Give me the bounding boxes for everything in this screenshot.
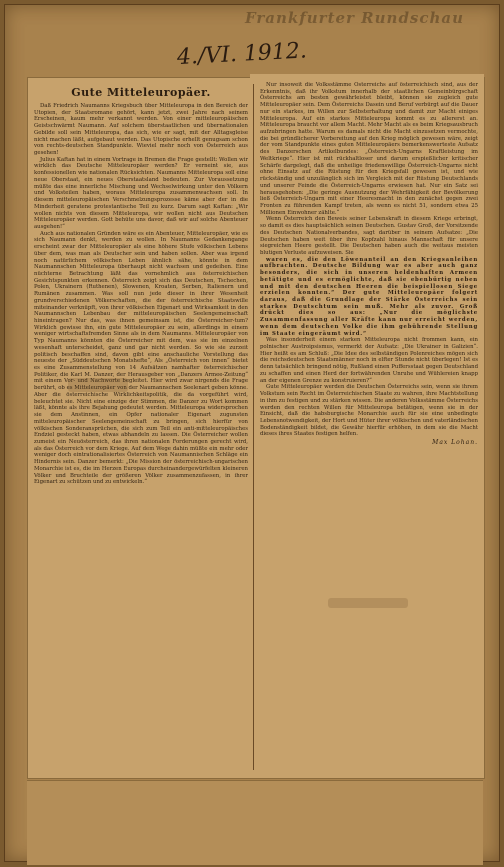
clipping-edge	[250, 74, 484, 78]
paragraph: Gute Mitteleuropäer werden die Deutschen Österreichs sein, wenn sie ihrem Volkstum sein Recht im Österreichischen Staate zu wahren, ihre Machtstellung in ihm zu festigen und zu stärken wissen. Die anderen Volksstämme Österreichs werden den rechten Willen für Mitteleuropa betätigen, wenn sie in der Einsicht, daß die habsburgische Monarchie auch für sie eine unbedingte Lebensnotwendigkeit, der Hort und Hüter ihrer völkischen und vaterländischen Bodenständigkeit bildet, die Gewähr hierfür erhöhen, in dem sie die Macht dieses ihres Staates festigen helfen.	[260, 384, 478, 438]
article-column-right	[260, 82, 478, 772]
paragraph: Nur insoweit die Volksstämme Österreichs auf österreichisch sind, aus der Erkenntnis, daß ihr Volkstum innerhalb der staatlichen Gemeinbürgschaft Österreichs am besten gewährleistet bleibt, können sie zugleich gute Mitteleuropäer sein. Dem Österreichs Dasein und Beruf verbürgt auf die Dauer nur ein starkes, im Willen zur Selbsterhaltung und damit zur Macht einiges Mitteleuropa. Auf ein starkes Mitteleuropa kommt es zu allererst an. Mitteleuropa braucht vor allem Macht. Mehr Macht als es beim Kriegsausbruch aufzubringen hatte. Warum es damals nicht die Macht einzusetzen vermochte, die bei gründlicherer Vorbereitung auf den Krieg möglich gewesen wäre, zeigt der vom Standpunkte eines guten Mitteleuropäers bemerkenswerteste Aufsatz des Danzerschen Artikelbundes: „Österreich-Ungarns Kraftleistung im Weltkriege“. Hier ist mit rückhaltloser und darum erspießlicher kritischer Schärfe dargelegt, daß die unheilige friedenswillige Österreich-Ungarns nicht ohne Einsatz auf die Rüstung für den Kriegsfall gewesen ist, und wie rückständig und unzulänglich sich im Vergleich mit der Rüstung Deutschlands und unserer Feinde die Österreich-Ungarns erwiesen hat. Nur ein Satz sei herausgehoben: „Die geringe Ausnutzung der Wehrfähigkeit der Bevölkerung ließ Österreich-Ungarn mit einer Heeresmacht in den zunächst gegen zwei Fronten zu führenden Kampf treten, als wenn es nicht 51, sondern etwa 25 Millionen Einwohner zählte.“	[260, 82, 478, 216]
mount-backing	[27, 780, 483, 865]
article-column-left	[34, 82, 248, 772]
paper-stain	[68, 378, 128, 392]
archive-sheet	[4, 4, 500, 862]
paper-stain	[328, 598, 408, 608]
paragraph: Daß Friedrich Naumanns Kriegsbuch über Mitteleuropa in den Bereich der Utopien, der Staatsromane gehört, kann jetzt, zwei Jahre nach seinem Erscheinen, kaum mehr verkannt werden. Von einer mitteleuropäischen Geistschwärmt Naumann. Auf solchem überstaatlichen und übernationalen Gebilde soll sein Mitteleuropa, das sich, wie er sagt, mit der Alltagsgleise nicht machen läßt, aufgebaut werden. Das Utopische erhellt genugsam schon von rechts-deutschen Standpunkte. Wieviel mehr noch von Österreich aus gesehen!	[34, 103, 248, 157]
handwritten-date: 4./VI. 1912.	[176, 38, 308, 71]
paragraph: waren es, die den Löwenanteil an den Kriegsanleihen aufbrachten. Deutsche Bildung war es aber auch ganz besonders, die sich in unseren heldenhaften Armeen betätigte und es ermöglichte, daß sie ebenbürtig neben und mit den deutschen Heeren die beispiellosen Siege erzielen konnten.“ Der gute Mitteleuropäer folgert daraus, daß die Grundlage der Stärke Österreichs sein starkes Deutschtum sein muß. Mehr als zuvor. Groß drückt dies so aus: „Nur die möglichste Zusammenfassung aller Kräfte kann nur erreicht werden, wenn dem deutschen Volke die ihm gebührende Stellung im Staate eingeräumt wird.“	[260, 256, 478, 337]
column-divider	[253, 84, 254, 770]
paragraph: Was insonderheit einem starken Mitteleuropa nicht frommen kann, ein polnischer Austroipsismus, vermerkt der Aufsatz: „Die Ukrainer in Galizien“. Hier heißt es am Schluß: „Die Idee des selbständigen Polenreiches mögen sich die reichsdeutschen Staatsmänner noch in elfter Stunde nicht überlegen! Ist es denn tatsächlich bringend nötig, Rußland einen Puffersstaat gegen Deutschland zu schaffen und einen Herd der fortwährenden Unruhe und Wühlereien knapp an der eigenen Grenze zu konstruieren?“	[260, 337, 478, 384]
paragraph: Julius Kaftan hat in einem Vortrage in Bremen die Frage gestellt: Wollen wir wirklich das Deutsche Mitteleuropäer werden? Er verneint sie, aus konfessionellen wie nationalen Rücksichten. Naumanns Mitteleuropa soll eine neue Oberstaat, ein neues Oberstaatsland bedeuten. Zur Voraussetzung müßte das eine innerliche Mischung und Wechselwirkung unter den Völkern und Volksteilen haben, woraus Mitteleuropa zusammenwachsen soll. In diesem mitteleuropäischen Verschmelzungsprozesse käme aber der in die Minderheit geratene protestantische Teil zu kurz. Darum sagt Kaftan: „Wir wollen nichts von diesem Mitteleuropa, wir wollen nicht aus Deutschen Mitteleuropäer werden. Gott behüte uns davor, daß wir auf solche Abenteuer ausgehen!“	[34, 156, 248, 230]
paragraph: Wenn Österreich den Beweis seiner Lebenskraft in diesem Kriege erbringt, so damit es dies hauptsächlich seinen Deutschen. Gustav Groß, der Vorsitzende des Deutschen Nationalverbandes, sagt darüber in seinem Aufsatze: „Die Deutschen haben weit über ihre Kopfzahl hinaus Mannschaft für unsere siegreichen Heere gestellt. Die Deutschen haben auch die weitaus meisten blutigen Verluste aufzuweisen. Sie	[260, 216, 478, 256]
paragraph: Auch aus nationalen Gründen wäre es ein Abenteuer, Mitteleuropäer, wie es sich Naumann denkt, werden zu wollen. In Naumanns Gedankengange erscheint zwar der Mitteleuropäer als eine höhere Stufe völkischen Lebens über dem, was man als Deutscher sein und haben sollen. Aber was irgend noch natürlichem völkischen Leben ähnlich sähe, könnte in dem Naumannschen Mitteleuropa überhaupt nicht wachsen und gedeihen. Eine nüchterne Betrachtung läßt das vornehmlich aus österreichischen Gesichtspunkten erkennen. Österreich zeigt sich das Deutschen, Tschechen, Polen, Ukrainern (Ruthenen), Slowenen, Kroaten, Serben, Italienern und Rumänen zusammen. Was soll nun jede dieser in ihrer Wesenheit grundverschiedenen Völkerschaften, die der österreichische Staatswille miteinander verknüpft, von ihrer völkischen Eigenart und Wirksamkeit in den Naumannschen Lebenbau der mitteleuropäischen Seelengemeinschaft hineintragen? Nur das, was ihnen gemeinsam ist, die Österreicher-tum? Wirklich gewisse ihn, ein gute Mitteleuropäer zu sein, allerdings in einem weniger wirtschaftsfremden Sinne als in dem Naumanns. Mitteleuropäer von Typ Naumanns könnten die Österreicher mit dem, was sie im einzelnen wesenhaft unterscheidet, ganz und gar nicht werden. So wie sie zurzeit politisch beschaffen sind, davon gibt eine anschauliche Vorstellung das neueste der „Süddeutschen Monatshefte“, Als „Österreich von innen“ bietet es eine Zusammenstellung von 14 Aufsätzen namhafter österreichischer Politiker, die Karl M. Danzer, der Herausgeber von „Danzers Armee-Zeitung“ mit einem Vor- und Nachworte begleitet. Hier wird zwar nirgends die Frage berührt, ob es Mitteleuropäer von der Naumannschen Seelenart geben könne. Aber die österreichische Wirklichkeitspolitik, die da vorgeführt wird, beleuchtet sie. Nicht eine einzige der Stimmen, die Danzer zu Wort kommen läßt, könnte als ihre Bejahung gedeutet werden. Mitteleuropa widersprochen sie dem Anstinnen, ein Opfer nationaler Eigenart zugunsten mitteleuropäischer Seelengemeinschaft zu bringen, sich hierfür von völkischen Sonderansprüchen, die sich zum Teil ein anti-mitteleuropäisches Endziel gesteckt haben, etwas abhandeln zu lassen. Die Österreicher wollen zumeist ein Neuösterreich, das ihren nationalen Forderungen gerecht wird, als das Österreich vor dem Kriege. Auf dem Wege dahin müßte ein mehr oder weniger doch eintrationalisiertes Österreich von Naumannischen Schläge ein Hindernis sein. Danzer bemerkt: „Die Mission der österreichisch-ungarischen Monarchie ist es, die im Herzen Europas durcheinandergewürfelten kleineren Völker und Bruchteile der größeren Völker zusammenzufassen, in ihrer Eigenart zu schützen und zu entwickeln.“	[34, 230, 248, 486]
article-author: Max Lohan.	[432, 439, 478, 447]
article-headline: Gute Mitteleuropäer.	[71, 86, 211, 99]
newspaper-clipping	[27, 77, 485, 779]
newspaper-masthead: Frankfurter Rundschau	[245, 9, 465, 27]
